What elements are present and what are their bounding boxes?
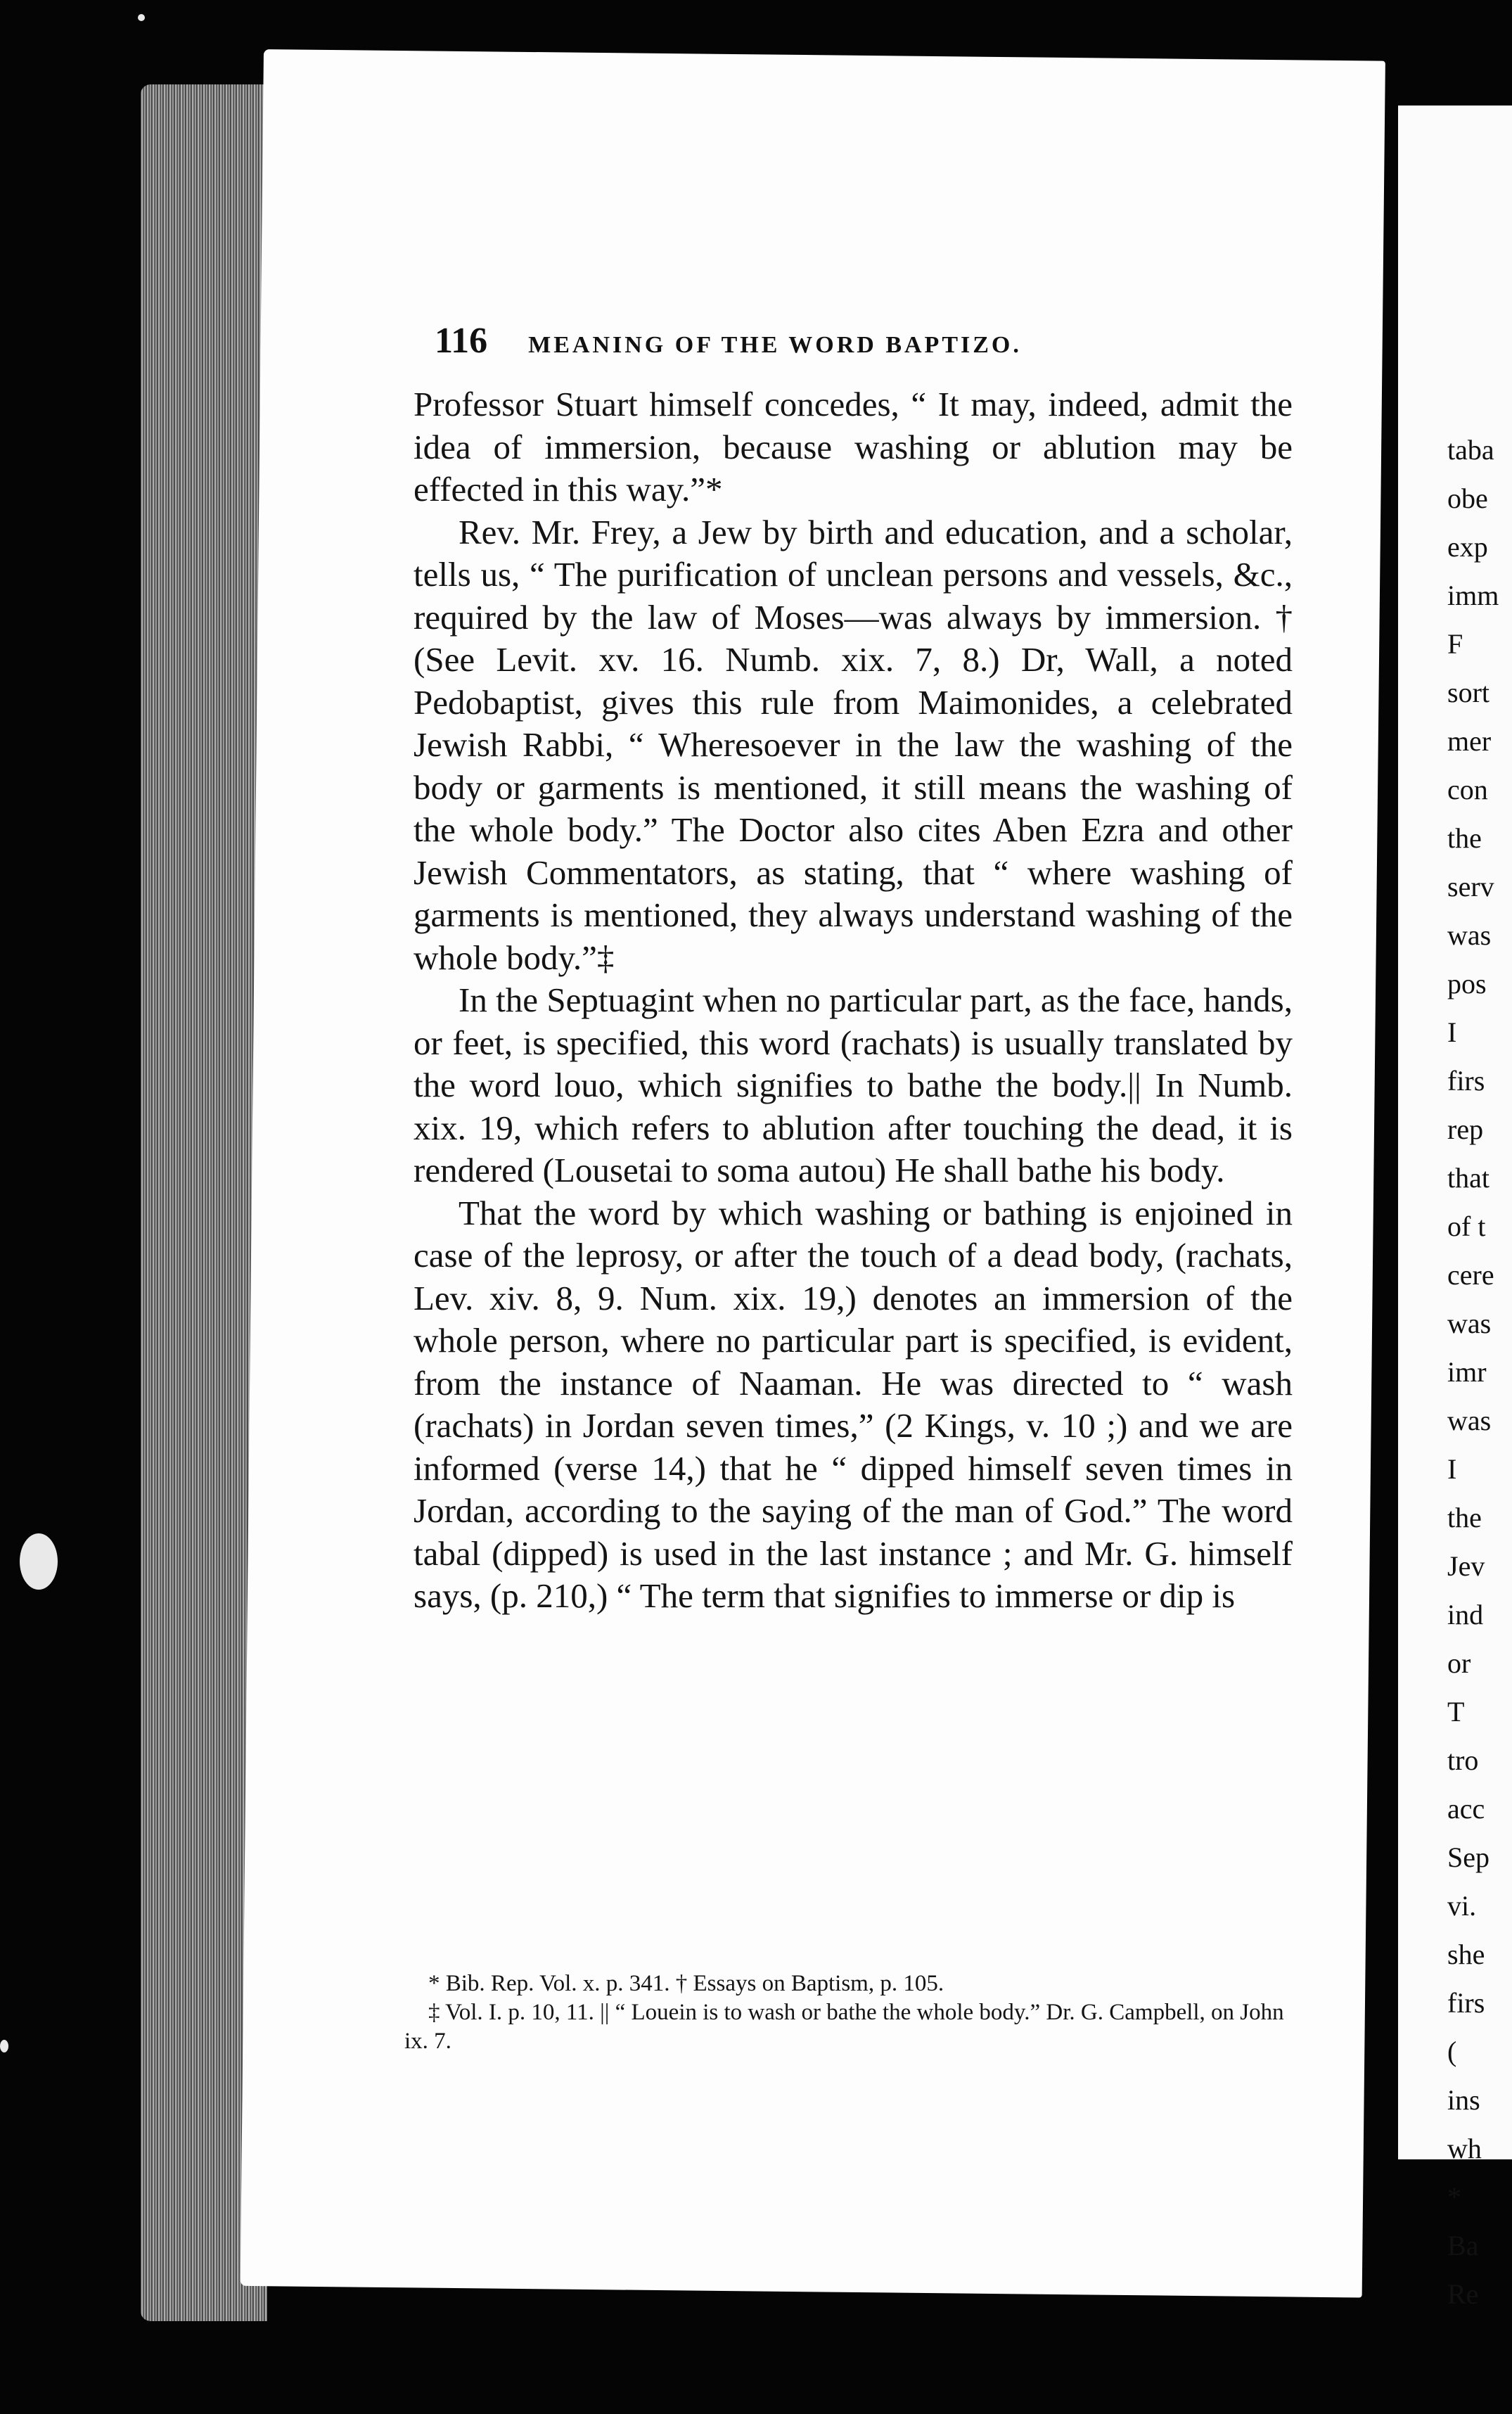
next-page-fragment: or <box>1447 1647 1471 1679</box>
next-page-fragment: ind <box>1447 1599 1484 1630</box>
scan-speck <box>138 14 145 21</box>
next-page-fragment: I <box>1447 1016 1457 1048</box>
paragraph: Professor Stuart himself concedes, “ It may, indeed, admit the idea of immersion, because washing or ablution may be effected in this way.”* <box>414 385 1293 509</box>
next-page-fragment: mer <box>1447 725 1492 757</box>
next-page-fragment: wh <box>1447 2133 1482 2164</box>
next-page-fragment: Ba <box>1447 2230 1479 2261</box>
next-page-fragment: rep <box>1447 1113 1484 1145</box>
next-page-fragment: I <box>1447 1453 1457 1485</box>
paragraph: That the word by which washing or bathing is enjoined in case of the leprosy, or after the touch of a dead body, (rachats, Lev. xiv. 8, 9. Num. xix. 19,) denotes an immersion of the whole person, where no particular part is specified, is evident, from the instance of Naaman. He was directed to “ wash (rachats) in Jordan seven times,” (2 Kings, v. 10 ;) and we are informed (verse 14,) that he “ dipped himself seven times in Jordan, according to the saying of the man of God.” The word tabal (dipped) is used in the last instance ; and Mr. G. himself says, (p. 210,) “ The term that signifies to immerse or dip is <box>414 1193 1293 1615</box>
next-page-fragment: cere <box>1447 1259 1494 1291</box>
running-head-title: MEANING OF THE WORD BAPTIZO. <box>528 332 1022 358</box>
next-page-fragment: that <box>1447 1162 1489 1194</box>
next-page-fragment: obe <box>1447 483 1488 514</box>
body-text <box>414 383 1293 1618</box>
footnote: * Bib. Rep. Vol. x. p. 341. † Essays on Baptism, p. 105. <box>428 1971 944 1996</box>
next-page-fragment: sort <box>1447 677 1489 708</box>
paragraph: Rev. Mr. Frey, a Jew by birth and education, and a scholar, tells us, “ The purification of unclean persons and vessels, &c., required by the law of Moses—was always by immersion. † (See Levit. xv. 16. Numb. xix. 7, 8.) Dr, Wall, a noted Pedobaptist, gives this rule from Maimonides, a celebrated Jewish Rabbi, “ Wheresoever in the law the washing of the body or garments is mentioned, it still means the washing of the whole body.” The Doctor also cites Aben Ezra and other Jewish Commentators, as stating, that “ where washing of garments is mentioned, they always understand washing of the whole body.”‡ <box>414 512 1293 977</box>
next-page-fragment: the <box>1447 822 1482 854</box>
next-page-fragment: T <box>1447 1696 1465 1728</box>
running-head <box>435 320 1208 362</box>
next-page-fragment: acc <box>1447 1793 1485 1825</box>
next-page-fragment: taba <box>1447 434 1494 466</box>
next-page-fragment: imm <box>1447 580 1499 611</box>
next-page-fragment: firs <box>1447 1987 1485 2019</box>
next-page-fragment: con <box>1447 774 1488 805</box>
next-page-fragment: vi. <box>1447 1890 1477 1922</box>
next-page-fragment: Jev <box>1447 1550 1485 1582</box>
next-page-fragment: tro <box>1447 1744 1479 1776</box>
scan-speck <box>20 1533 58 1590</box>
next-page-fragment: was <box>1447 1308 1492 1339</box>
page-number: 116 <box>435 321 488 361</box>
next-page-fragment: Re <box>1447 2278 1479 2310</box>
next-page-fragment: ins <box>1447 2084 1480 2116</box>
footnote: ‡ Vol. I. p. 10, 11. || “ Louein is to wash or bathe the whole body.” Dr. G. Campbell, on John ix. 7. <box>404 2000 1284 2054</box>
next-page-fragment: the <box>1447 1502 1482 1533</box>
next-page-fragment: of t <box>1447 1211 1486 1242</box>
footnotes <box>404 1969 1290 2056</box>
next-page-fragment: imr <box>1447 1356 1487 1388</box>
next-page-fragment: F <box>1447 628 1463 660</box>
next-page-sliver <box>1398 106 1512 2310</box>
next-page-fragment: Sep <box>1447 1841 1489 1873</box>
next-page-fragment: she <box>1447 1939 1485 1970</box>
paragraph: In the Septuagint when no particular part, as the face, hands, or feet, is specified, this word (rachats) is usually translated by the word louo, which signifies to bathe the body.|| In Numb. xix. 19, which refers to ablution after touching the dead, it is rendered (Lousetai to soma autou) He shall bathe his body. <box>414 981 1293 1189</box>
next-page-fragment: was <box>1447 1405 1492 1436</box>
scan-speck <box>0 2040 8 2052</box>
next-page-fragment: firs <box>1447 1065 1485 1097</box>
next-page-fragment: pos <box>1447 968 1487 1000</box>
next-page-fragment: ( <box>1447 2036 1457 2067</box>
next-page-fragment: exp <box>1447 531 1488 563</box>
next-page-fragment: serv <box>1447 871 1494 902</box>
next-page-fragment: was <box>1447 919 1492 951</box>
next-page-fragment: * <box>1447 2181 1461 2213</box>
